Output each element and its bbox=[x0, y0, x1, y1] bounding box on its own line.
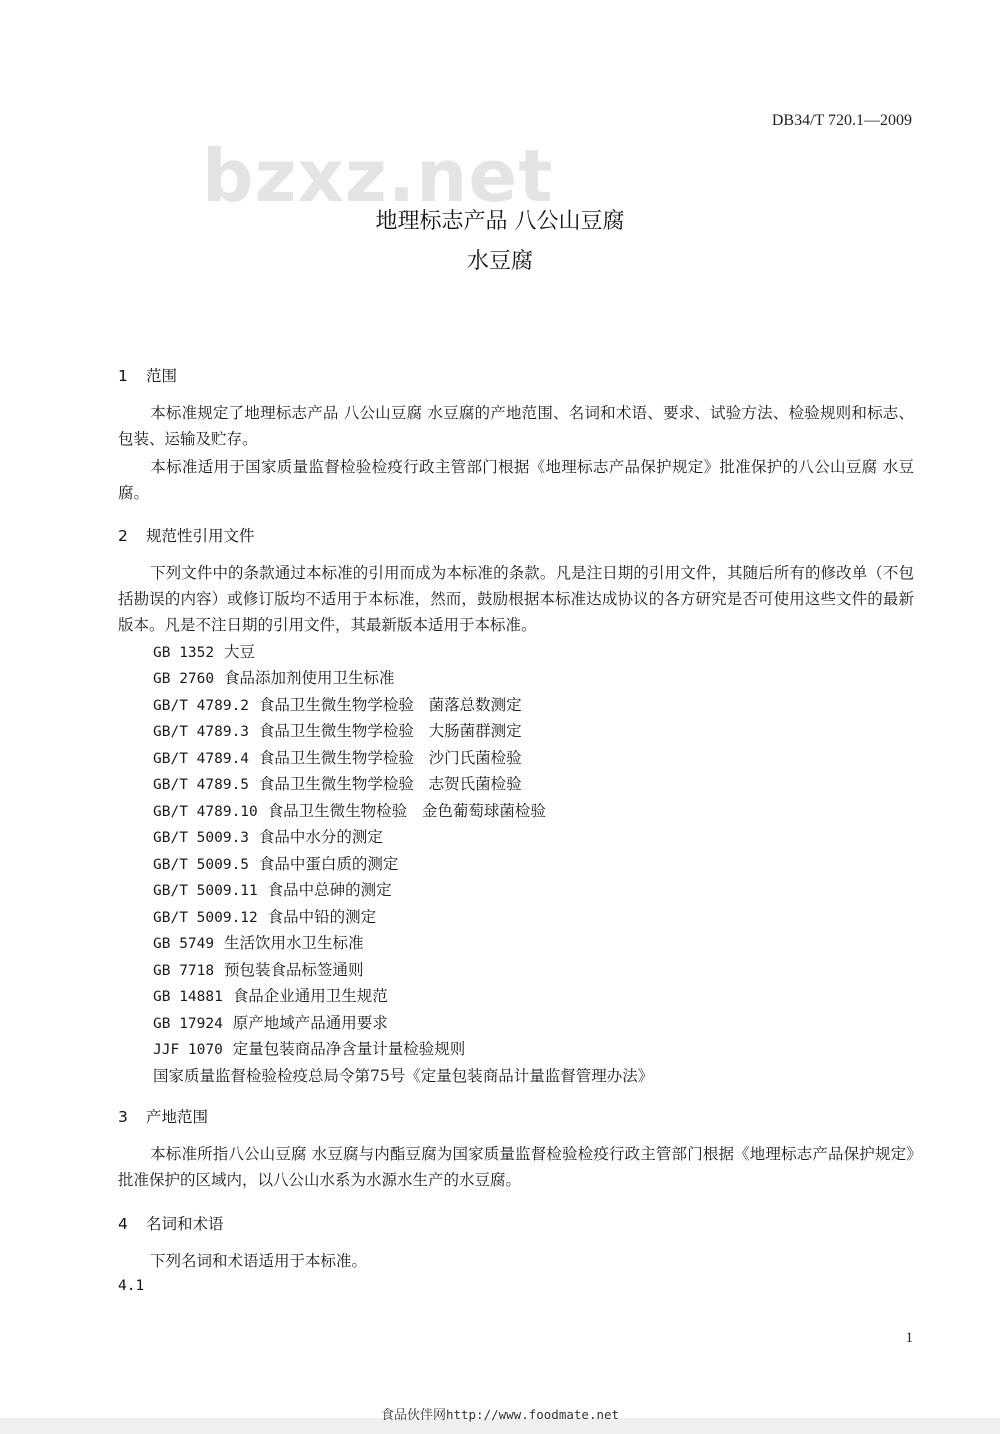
section-title: 产地范围 bbox=[146, 1108, 209, 1126]
footer-site-name: 食品伙伴网 bbox=[380, 1408, 446, 1423]
reference-item: GB 17924 原产地域产品通用要求 bbox=[153, 1014, 388, 1032]
reference-item: GB/T 5009.12 食品中铅的测定 bbox=[153, 908, 377, 926]
reference-item: GB/T 4789.10 食品卫生微生物检验 金色葡萄球菌检验 bbox=[153, 802, 546, 820]
reference-item: GB 1352 大豆 bbox=[153, 643, 255, 661]
section-number: 3 bbox=[118, 1108, 128, 1126]
section-4-paragraph-1: 下列名词和术语适用于本标准。 bbox=[150, 1252, 368, 1270]
section-2-paragraph-1: 下列文件中的条款通过本标准的引用而成为本标准的条款。凡是注日期的引用文件，其随后所有的修改单（不包括勘误的内容）或修订版均不适用于本标准，然而，鼓励根据本标准达成协议的各方研究是否可使用这些文件的最新版本。凡是不注日期的引用文件，其最新版本适用于本标准。 bbox=[118, 564, 914, 634]
document-subtitle: 水豆腐 bbox=[466, 249, 533, 274]
reference-item: GB/T 5009.5 食品中蛋白质的测定 bbox=[153, 855, 399, 873]
document-code: DB34/T 720.1—2009 bbox=[771, 112, 912, 129]
section-1-paragraph-1: 本标准规定了地理标志产品 八公山豆腐 水豆腐的产地范围、名词和术语、要求、试验方法、检验规则和标志、包装、运输及贮存。 bbox=[118, 404, 914, 448]
reference-item: GB/T 4789.4 食品卫生微生物学检验 沙门氏菌检验 bbox=[153, 749, 522, 767]
reference-item: GB/T 4789.5 食品卫生微生物学检验 志贺氏菌检验 bbox=[153, 775, 522, 793]
section-number: 2 bbox=[118, 527, 128, 545]
section-number: 1 bbox=[118, 367, 128, 385]
reference-item: GB 2760 食品添加剂使用卫生标准 bbox=[153, 669, 395, 687]
section-3-paragraph-1: 本标准所指八公山豆腐 水豆腐与内酯豆腐为国家质量监督检验检疫行政主管部门根据《地理标志产品保护规定》批准保护的区域内，以八公山水系为水源水生产的水豆腐。 bbox=[118, 1145, 914, 1189]
reference-item: GB/T 5009.3 食品中水分的测定 bbox=[153, 828, 383, 846]
reference-item: GB/T 4789.2 食品卫生微生物学检验 菌落总数测定 bbox=[153, 696, 522, 714]
section-2-heading bbox=[118, 524, 255, 546]
reference-item: GB 14881 食品企业通用卫生规范 bbox=[153, 987, 388, 1005]
page-number: 1 bbox=[905, 1330, 913, 1346]
subsection-number: 4.1 bbox=[118, 1278, 145, 1294]
watermark: bzxz.net bbox=[202, 134, 554, 218]
section-title: 名词和术语 bbox=[146, 1215, 224, 1233]
reference-item: GB 7718 预包装食品标签通则 bbox=[153, 961, 364, 979]
reference-item: GB/T 5009.11 食品中总砷的测定 bbox=[153, 881, 392, 899]
document-title: 地理标志产品 八公山豆腐 bbox=[375, 209, 625, 234]
section-title: 规范性引用文件 bbox=[146, 527, 255, 545]
section-3-heading bbox=[118, 1105, 208, 1127]
section-1-paragraph-2: 本标准适用于国家质量监督检验检疫行政主管部门根据《地理标志产品保护规定》批准保护的八公山豆腐 水豆腐。 bbox=[118, 458, 914, 502]
section-1-heading bbox=[118, 364, 177, 386]
footer bbox=[0, 1404, 1000, 1423]
reference-decree: 国家质量监督检验检疫总局令第75号《定量包装商品计量监督管理办法》 bbox=[153, 1067, 654, 1085]
section-number: 4 bbox=[118, 1215, 128, 1233]
section-title: 范围 bbox=[146, 367, 178, 385]
reference-item: GB 5749 生活饮用水卫生标准 bbox=[153, 934, 364, 952]
footer-url[interactable]: http://www.foodmate.net bbox=[445, 1407, 620, 1422]
reference-item: GB/T 4789.3 食品卫生微生物学检验 大肠菌群测定 bbox=[153, 722, 522, 740]
reference-item: JJF 1070 定量包装商品净含量计量检验规则 bbox=[153, 1040, 466, 1058]
section-4-heading bbox=[118, 1212, 224, 1234]
